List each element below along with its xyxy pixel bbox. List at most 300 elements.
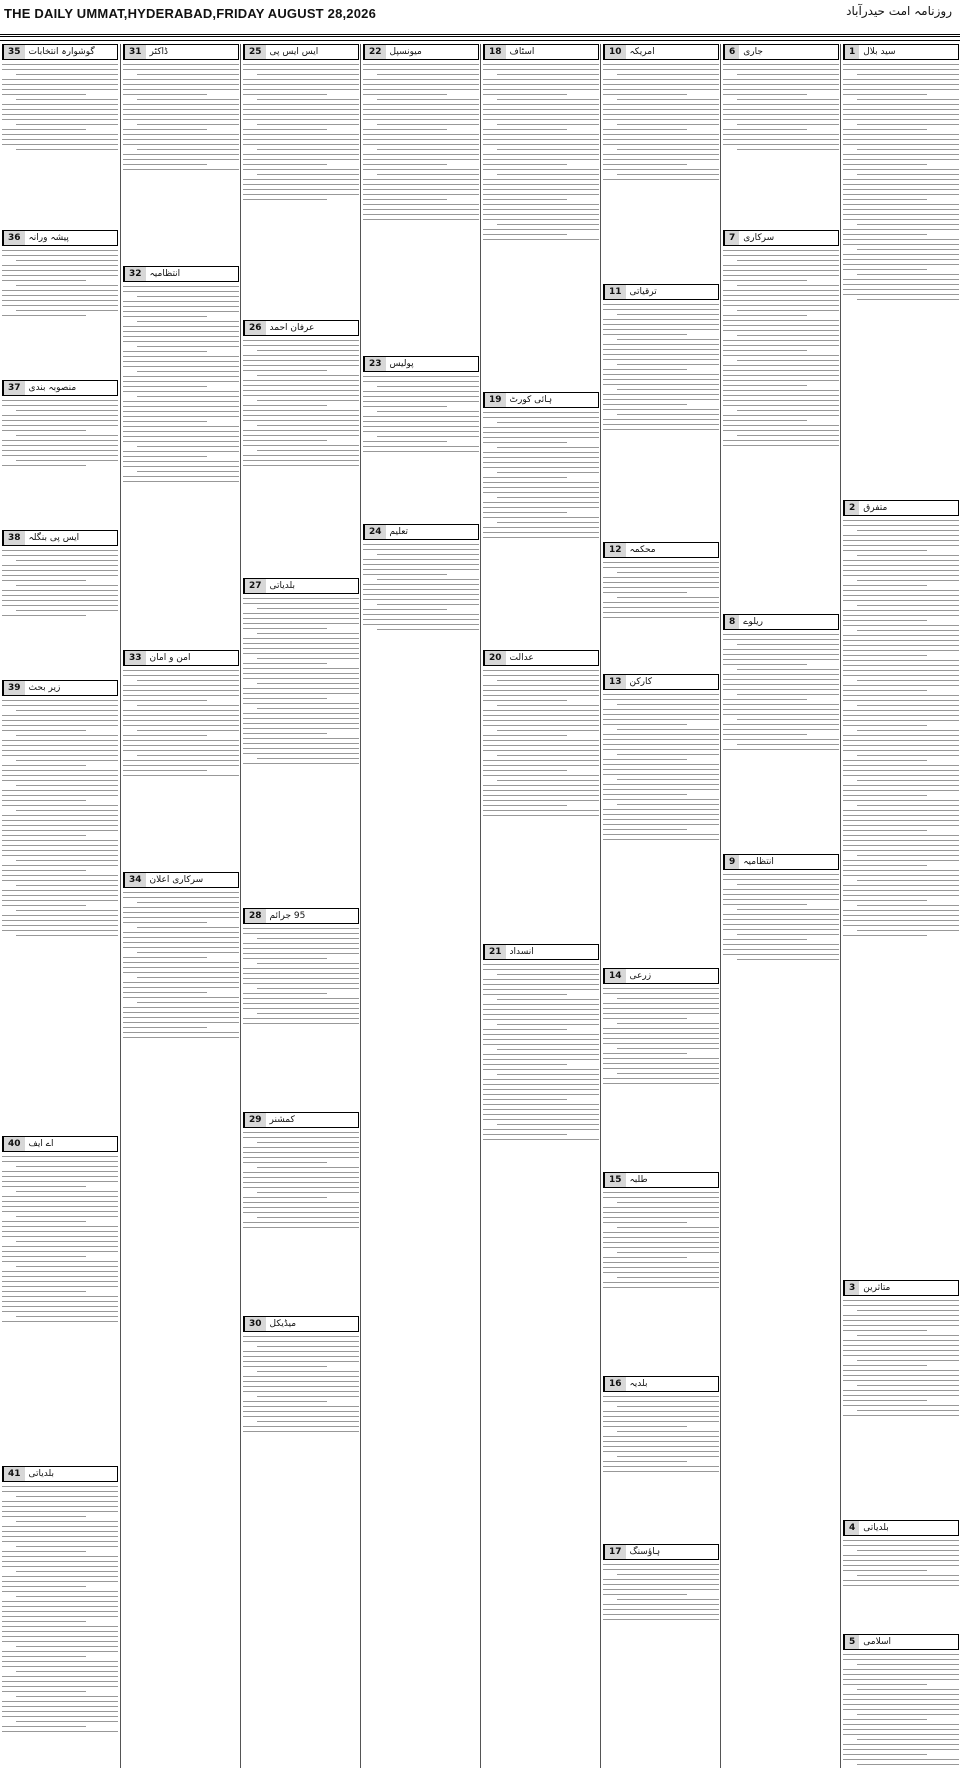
text-line	[123, 1007, 239, 1008]
text-line	[723, 944, 839, 945]
text-line	[2, 134, 118, 135]
article-28	[243, 908, 359, 1028]
text-line	[16, 860, 118, 861]
text-line	[243, 663, 327, 664]
article-number: 15	[604, 1173, 626, 1187]
text-line	[603, 1068, 719, 1069]
text-line	[123, 456, 207, 457]
text-line	[243, 1401, 327, 1402]
text-line	[737, 99, 839, 100]
text-line	[16, 124, 118, 125]
text-line	[843, 660, 959, 661]
text-line	[603, 169, 719, 170]
article-19	[483, 392, 599, 542]
text-line	[603, 304, 719, 305]
text-line	[483, 84, 599, 85]
text-line	[843, 750, 959, 751]
article-header	[603, 1172, 719, 1188]
text-line	[243, 1137, 359, 1138]
text-line	[603, 419, 719, 420]
text-line	[603, 799, 719, 800]
text-line	[483, 482, 599, 483]
text-line	[243, 430, 359, 431]
masthead	[0, 0, 960, 35]
text-line	[603, 562, 719, 563]
text-line	[843, 890, 959, 891]
text-line	[243, 998, 359, 999]
text-line	[2, 1551, 86, 1552]
text-line	[617, 1456, 719, 1457]
text-line	[2, 450, 118, 451]
text-line	[2, 750, 118, 751]
text-line	[123, 775, 239, 776]
text-line	[483, 417, 599, 418]
article-4	[843, 1520, 959, 1590]
text-line	[603, 582, 719, 583]
text-line	[617, 597, 719, 598]
text-line	[617, 704, 719, 705]
text-line	[617, 1048, 719, 1049]
article-body-text	[603, 1564, 719, 1620]
text-line	[483, 139, 599, 140]
text-line	[857, 930, 959, 931]
text-line	[843, 520, 959, 521]
text-line	[843, 1415, 959, 1416]
text-line	[483, 785, 599, 786]
text-line	[603, 794, 687, 795]
article-24	[363, 524, 479, 634]
text-line	[603, 567, 719, 568]
text-line	[2, 1601, 118, 1602]
text-line	[363, 401, 479, 402]
text-line	[723, 64, 839, 65]
article-header	[243, 44, 359, 60]
text-line	[723, 305, 839, 306]
text-line	[363, 406, 447, 407]
text-line	[843, 114, 959, 115]
text-line	[16, 1266, 118, 1267]
article-headline: متفرق	[863, 503, 888, 513]
text-line	[123, 331, 239, 332]
text-line	[243, 693, 359, 694]
text-line	[2, 700, 118, 701]
text-line	[483, 745, 599, 746]
text-line	[617, 729, 719, 730]
article-13	[603, 674, 719, 844]
text-line	[723, 445, 839, 446]
text-line	[2, 1206, 118, 1207]
text-line	[2, 1291, 86, 1292]
article-body-text	[123, 670, 239, 776]
text-line	[843, 1734, 959, 1735]
article-header	[483, 944, 599, 960]
text-line	[2, 840, 118, 841]
text-line	[2, 420, 118, 421]
text-line	[843, 1545, 959, 1546]
text-line	[243, 355, 359, 356]
text-line	[857, 730, 959, 731]
text-line	[737, 694, 839, 695]
text-line	[483, 994, 567, 995]
text-line	[2, 430, 86, 431]
text-line	[2, 1691, 86, 1692]
text-line	[737, 360, 839, 361]
text-line	[16, 149, 118, 150]
text-line	[603, 369, 687, 370]
text-line	[843, 840, 959, 841]
text-line	[737, 310, 839, 311]
text-line	[843, 184, 959, 185]
text-line	[497, 174, 599, 175]
text-line	[2, 1281, 118, 1282]
text-line	[363, 559, 479, 560]
news-columns	[0, 44, 960, 1768]
text-line	[257, 1217, 359, 1218]
text-line	[2, 1156, 118, 1157]
text-line	[483, 134, 599, 135]
text-line	[483, 770, 567, 771]
text-line	[857, 805, 959, 806]
text-line	[723, 689, 839, 690]
text-line	[857, 630, 959, 631]
text-line	[603, 1451, 719, 1452]
text-line	[2, 1711, 118, 1712]
text-line	[843, 199, 927, 200]
text-line	[2, 1221, 86, 1222]
text-line	[2, 1541, 118, 1542]
text-line	[363, 569, 479, 570]
text-line	[483, 214, 599, 215]
text-line	[843, 189, 959, 190]
article-39	[2, 680, 118, 940]
text-line	[243, 194, 359, 195]
text-line	[243, 648, 359, 649]
news-column-5	[480, 44, 601, 1768]
text-line	[603, 1604, 719, 1605]
text-line	[2, 725, 118, 726]
text-line	[483, 795, 599, 796]
text-line	[843, 875, 959, 876]
text-line	[603, 1083, 719, 1084]
article-number: 40	[3, 1137, 25, 1151]
text-line	[603, 592, 687, 593]
text-line	[2, 1231, 118, 1232]
text-line	[723, 929, 839, 930]
text-line	[723, 89, 839, 90]
article-header	[243, 1316, 359, 1332]
text-line	[363, 594, 479, 595]
text-line	[723, 275, 839, 276]
text-line	[123, 169, 239, 170]
text-line	[2, 555, 118, 556]
text-line	[243, 1177, 359, 1178]
text-line	[257, 963, 359, 964]
article-6	[723, 44, 839, 154]
text-line	[137, 396, 239, 397]
text-line	[483, 1044, 599, 1045]
text-line	[243, 420, 359, 421]
text-line	[2, 1731, 118, 1732]
text-line	[603, 824, 719, 825]
article-body-text	[483, 64, 599, 240]
text-line	[257, 758, 359, 759]
article-headline: ایس ایس پی	[269, 47, 319, 57]
text-line	[723, 385, 807, 386]
text-line	[243, 1406, 359, 1407]
article-headline: کمشنر	[269, 1115, 295, 1125]
article-headline: عدالت	[509, 653, 534, 663]
text-line	[603, 69, 719, 70]
text-line	[243, 1207, 359, 1208]
text-line	[843, 535, 959, 536]
text-line	[843, 229, 959, 230]
text-line	[603, 1058, 719, 1059]
text-line	[243, 360, 359, 361]
text-line	[603, 1466, 719, 1467]
text-line	[483, 1109, 599, 1110]
text-line	[123, 695, 239, 696]
article-35	[2, 44, 118, 154]
text-line	[843, 925, 959, 926]
text-line	[257, 425, 359, 426]
text-line	[617, 314, 719, 315]
article-headline: بلدیہ	[629, 1379, 648, 1389]
text-line	[2, 255, 118, 256]
text-line	[843, 1659, 959, 1660]
text-line	[843, 1654, 959, 1655]
text-line	[243, 69, 359, 70]
text-line	[363, 189, 479, 190]
article-header	[123, 266, 239, 282]
article-headline: پیشہ ورانہ	[28, 233, 69, 243]
text-line	[603, 349, 719, 350]
text-line	[2, 1666, 118, 1667]
article-3	[843, 1280, 959, 1420]
article-18	[483, 44, 599, 244]
text-line	[483, 119, 599, 120]
text-line	[603, 1594, 687, 1595]
text-line	[243, 1431, 359, 1432]
text-line	[483, 1054, 599, 1055]
text-line	[483, 69, 599, 70]
text-line	[16, 560, 118, 561]
text-line	[243, 134, 359, 135]
text-line	[483, 492, 599, 493]
text-line	[483, 517, 599, 518]
article-number: 10	[604, 45, 626, 59]
article-40	[2, 1136, 118, 1326]
text-line	[843, 550, 927, 551]
text-line	[483, 735, 567, 736]
text-line	[363, 574, 447, 575]
text-line	[137, 902, 239, 903]
text-line	[123, 461, 239, 462]
text-line	[483, 239, 599, 240]
text-line	[483, 199, 567, 200]
text-line	[857, 1410, 959, 1411]
text-line	[257, 174, 359, 175]
text-line	[737, 909, 839, 910]
text-line	[123, 481, 239, 482]
text-line	[243, 993, 327, 994]
text-line	[843, 785, 959, 786]
text-line	[243, 983, 359, 984]
text-line	[483, 1129, 599, 1130]
text-line	[483, 720, 599, 721]
article-body-text	[603, 562, 719, 618]
article-number: 8	[724, 615, 739, 629]
text-line	[603, 774, 719, 775]
text-line	[497, 1124, 599, 1125]
text-line	[16, 1191, 118, 1192]
text-line	[243, 440, 327, 441]
article-15	[603, 1172, 719, 1292]
text-line	[843, 885, 959, 886]
text-line	[857, 705, 959, 706]
text-line	[483, 144, 599, 145]
text-line	[363, 441, 447, 442]
article-headline: اسٹاف	[509, 47, 535, 57]
text-line	[123, 139, 239, 140]
text-line	[857, 1310, 959, 1311]
text-line	[123, 451, 239, 452]
text-line	[843, 109, 959, 110]
text-line	[843, 1375, 959, 1376]
article-header	[483, 392, 599, 408]
text-line	[363, 416, 479, 417]
article-headline: اے ایف	[28, 1139, 54, 1149]
text-line	[2, 550, 118, 551]
text-line	[2, 600, 118, 601]
text-line	[363, 549, 479, 550]
text-line	[16, 910, 118, 911]
article-number: 14	[604, 969, 626, 983]
text-line	[377, 386, 479, 387]
article-body-text	[723, 64, 839, 150]
text-line	[243, 1212, 359, 1213]
text-line	[723, 300, 839, 301]
text-line	[603, 809, 719, 810]
text-line	[843, 1754, 927, 1755]
text-line	[16, 610, 118, 611]
text-line	[363, 214, 479, 215]
article-body-text	[363, 376, 479, 452]
text-line	[843, 169, 959, 170]
text-line	[243, 1172, 359, 1173]
text-line	[843, 1709, 959, 1710]
text-line	[363, 169, 479, 170]
text-line	[2, 730, 86, 731]
text-line	[243, 1202, 359, 1203]
text-line	[2, 1651, 118, 1652]
article-12	[603, 542, 719, 622]
text-line	[2, 1226, 118, 1227]
article-41	[2, 1466, 118, 1736]
text-line	[137, 446, 239, 447]
text-line	[363, 119, 479, 120]
text-line	[123, 725, 239, 726]
text-line	[2, 875, 118, 876]
text-line	[2, 114, 118, 115]
text-line	[243, 668, 359, 669]
text-line	[243, 114, 359, 115]
text-line	[603, 1217, 719, 1218]
text-line	[257, 708, 359, 709]
text-line	[603, 1267, 719, 1268]
text-line	[123, 987, 239, 988]
text-line	[123, 311, 239, 312]
text-line	[603, 1569, 719, 1570]
text-line	[243, 395, 359, 396]
text-line	[617, 754, 719, 755]
text-line	[603, 587, 719, 588]
text-line	[603, 129, 687, 130]
text-line	[737, 124, 839, 125]
text-line	[123, 937, 239, 938]
text-line	[2, 575, 118, 576]
text-line	[123, 690, 239, 691]
text-line	[857, 1664, 959, 1665]
text-line	[243, 84, 359, 85]
text-line	[843, 1560, 959, 1561]
text-line	[123, 341, 239, 342]
text-line	[123, 426, 239, 427]
text-line	[843, 845, 959, 846]
text-line	[2, 755, 118, 756]
text-line	[603, 104, 719, 105]
text-line	[243, 753, 359, 754]
text-line	[123, 1012, 239, 1013]
text-line	[243, 380, 359, 381]
article-header	[243, 908, 359, 924]
article-22	[363, 44, 479, 224]
text-line	[843, 540, 959, 541]
text-line	[603, 1033, 719, 1034]
text-line	[843, 1729, 959, 1730]
text-line	[123, 735, 207, 736]
text-line	[16, 785, 118, 786]
text-line	[123, 997, 239, 998]
text-line	[363, 114, 479, 115]
text-line	[603, 1212, 719, 1213]
text-line	[483, 1009, 599, 1010]
text-line	[483, 1099, 567, 1100]
text-line	[123, 94, 207, 95]
text-line	[123, 476, 239, 477]
text-line	[843, 850, 959, 851]
text-line	[483, 129, 567, 130]
text-line	[497, 1074, 599, 1075]
text-line	[483, 507, 599, 508]
text-line	[243, 688, 359, 689]
text-line	[123, 144, 239, 145]
text-line	[363, 614, 479, 615]
text-line	[2, 790, 118, 791]
text-line	[843, 595, 959, 596]
text-line	[2, 570, 118, 571]
text-line	[123, 401, 239, 402]
text-line	[2, 590, 118, 591]
text-line	[123, 685, 239, 686]
text-line	[2, 1511, 118, 1512]
text-line	[483, 64, 599, 65]
text-line	[857, 99, 959, 100]
text-line	[723, 139, 839, 140]
article-header	[2, 1466, 118, 1482]
text-line	[483, 685, 599, 686]
text-line	[2, 825, 118, 826]
article-body-text	[243, 598, 359, 764]
